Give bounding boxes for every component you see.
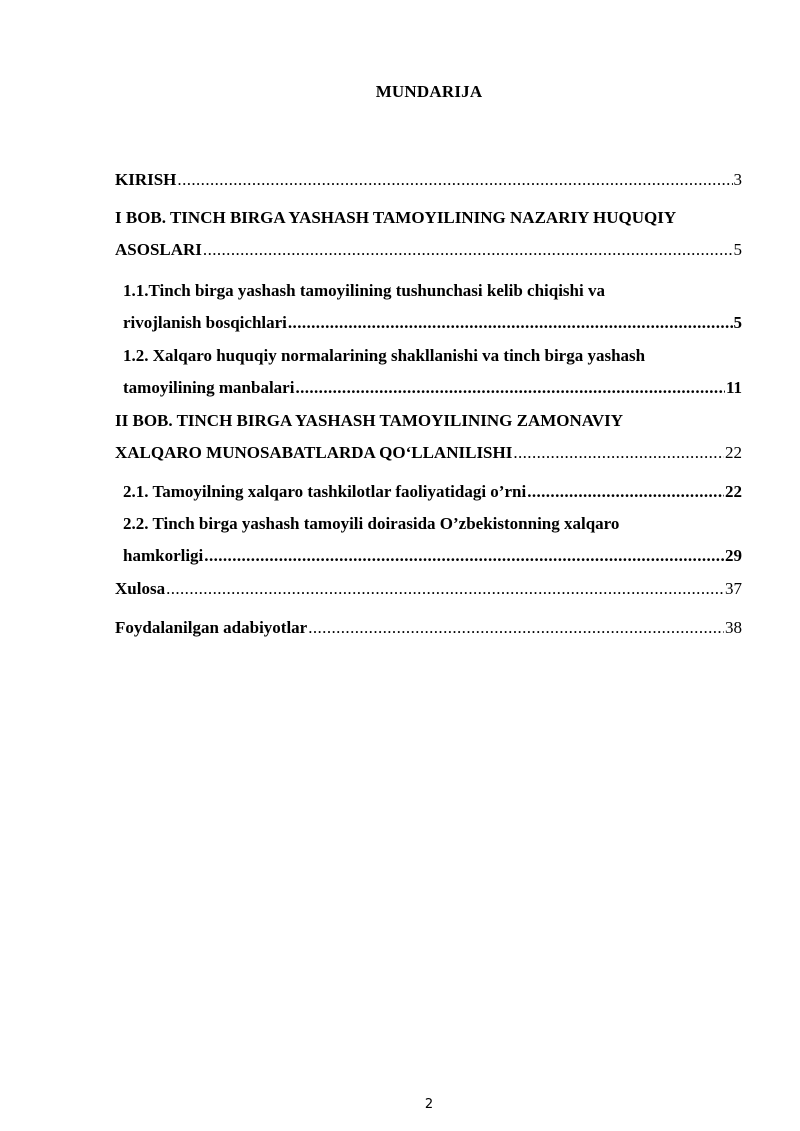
page-title: MUNDARIJA	[375, 82, 483, 101]
toc-entry-kirish[interactable]	[115, 169, 742, 191]
toc-entry-1-1-line1[interactable]: 1.1.Tinch birga yashash tamoyilining tushunchasi kelib chiqishi va	[123, 281, 605, 300]
toc-entry-page: 3	[733, 170, 742, 189]
dot-leader	[527, 481, 724, 503]
toc-entry-1-2[interactable]	[123, 377, 742, 399]
dot-leader	[295, 377, 725, 399]
toc-entry-page: 22	[725, 482, 742, 501]
toc-entry-chapter-1-line1[interactable]: I BOB. TINCH BIRGA YASHASH TAMOYILINING NAZARIY HUQUQIY	[115, 208, 677, 227]
dot-leader	[513, 442, 724, 464]
toc-entry-title: XALQARO MUNOSABATLARDA QO‘LLANILISHI	[115, 443, 513, 462]
dot-leader	[177, 169, 732, 191]
toc-entry-title: hamkorligi	[123, 546, 204, 565]
toc-entry-page: 5	[733, 240, 742, 259]
toc-entry-xulosa[interactable]	[115, 578, 742, 600]
toc-entry-2-2[interactable]	[123, 545, 742, 567]
toc-entry-chapter-2[interactable]	[115, 442, 742, 464]
toc-entry-title: rivojlanish bosqichlari	[123, 313, 287, 332]
toc-entry-page: 38	[725, 618, 742, 637]
toc-entry-title: KIRISH	[115, 170, 177, 189]
toc-entry-title: tamoyilining manbalari	[123, 378, 295, 397]
toc-entry-page: 37	[725, 579, 742, 598]
toc-entry-2-2-line1[interactable]: 2.2. Tinch birga yashash tamoyili doirasida O’zbekistonning xalqaro	[123, 514, 620, 533]
toc-entry-title: ASOSLARI	[115, 240, 202, 259]
toc-entry-1-1[interactable]	[123, 312, 742, 334]
footer-page-number: 2	[424, 1097, 434, 1112]
toc-entry-title: Foydalanilgan adabiyotlar	[115, 618, 308, 637]
toc-entry-2-1[interactable]	[123, 481, 742, 503]
dot-leader	[308, 617, 724, 639]
toc-entry-1-2-line1[interactable]: 1.2. Xalqaro huquqiy normalarining shakllanishi va tinch birga yashash	[123, 346, 646, 365]
toc-entry-chapter-1[interactable]	[115, 239, 742, 261]
dot-leader	[166, 578, 724, 600]
toc-entry-chapter-2-line1[interactable]: II BOB. TINCH BIRGA YASHASH TAMOYILINING ZAMONAVIY	[115, 411, 624, 430]
toc-entry-page: 5	[733, 313, 742, 332]
toc-entry-title: Xulosa	[115, 579, 166, 598]
toc-entry-references[interactable]	[115, 617, 742, 639]
toc-entry-page: 29	[725, 546, 742, 565]
dot-leader	[288, 312, 733, 334]
toc-entry-page: 11	[725, 378, 742, 397]
dot-leader	[204, 545, 724, 567]
toc-entry-page: 22	[725, 443, 742, 462]
dot-leader	[203, 239, 733, 261]
toc-entry-title: 2.1. Tamoyilning xalqaro tashkilotlar faoliyatidagi o’rni	[123, 482, 527, 501]
